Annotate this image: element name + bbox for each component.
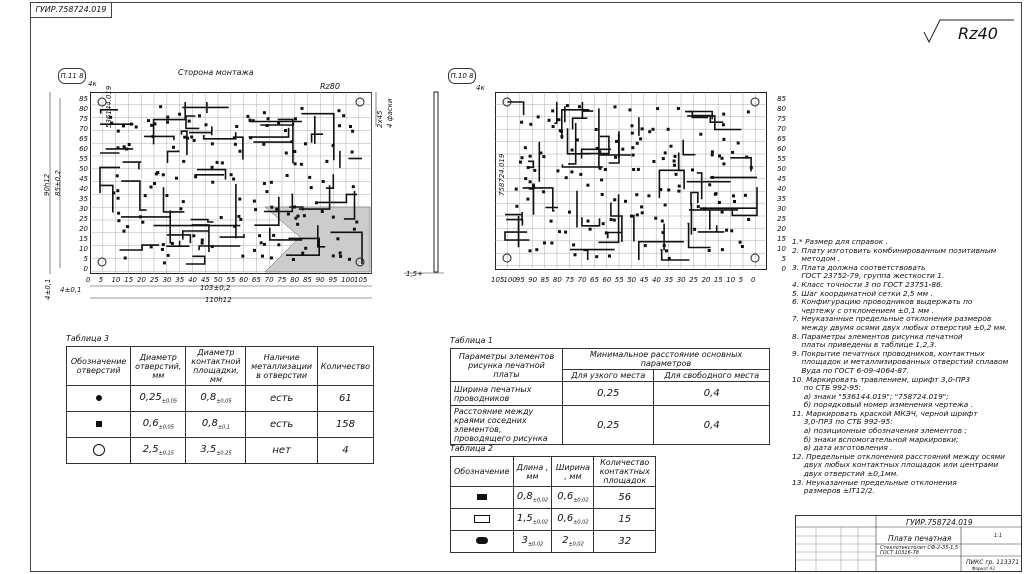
contact-pad — [711, 176, 714, 179]
contact-pad — [557, 118, 560, 121]
x-tick-label: 5 — [98, 276, 104, 284]
contact-pad — [673, 160, 676, 163]
contact-pad — [697, 205, 700, 208]
x-tick-label: 75 — [277, 276, 287, 284]
y-tick-label: 20 — [777, 225, 786, 233]
left-dimension-lines — [44, 86, 384, 308]
x-tick-label: 0 — [86, 276, 91, 284]
contact-pad — [537, 115, 540, 118]
dim-left-vertical: 4±0,1 — [44, 278, 52, 300]
contact-pad — [708, 249, 711, 252]
contact-pad — [718, 155, 721, 158]
table3: Обозначение отверстий Диаметр отверстий, мм Диаметр контактной площадки, мм Наличие металлизации в отверстии Количество $0,25_{\pm 0,05}$ $0,8_{\pm 0,05}$ есть 61 $0,6_{\pm 0,05}$ $0,8_{\pm 0,1}$ есть 158 $2,5_{\pm 0,15}$ $3,5_{\pm 0,25}$ нет 4 — [66, 346, 374, 464]
contact-pad — [570, 170, 573, 173]
contact-pad — [662, 157, 665, 160]
note-line: методом . — [792, 254, 841, 264]
contact-pad — [668, 257, 671, 260]
hole-symbol-mount — [67, 438, 131, 464]
dim-right-2: 4 фаски — [386, 98, 394, 128]
x-tick-label: 25 — [149, 276, 159, 284]
contact-pad — [647, 194, 650, 197]
x-tick-label: 80 — [290, 276, 300, 284]
contact-pad — [636, 213, 639, 216]
y-tick-label: 10 — [79, 245, 88, 253]
pad-symbol-rect — [451, 509, 514, 531]
contact-pad — [515, 205, 518, 208]
hole-symbol-filled — [67, 386, 131, 412]
x-tick-label: 40 — [188, 276, 198, 284]
hole-symbol-via — [67, 412, 131, 438]
contact-pad — [677, 190, 680, 193]
x-tick-label: 75 — [565, 276, 575, 284]
contact-pad — [665, 249, 668, 252]
contact-pad — [543, 241, 546, 244]
y-tick-label: 20 — [79, 225, 88, 233]
technical-notes — [792, 238, 1017, 496]
contact-pad — [632, 168, 635, 171]
contact-pad — [613, 198, 616, 201]
contact-pad — [564, 231, 567, 234]
note-line: платы приведены в таблице 1,2,3. — [792, 340, 937, 350]
right-callout: П.10 8 — [448, 68, 476, 84]
contact-pad — [576, 138, 579, 141]
note-line: двух любых контактных площадок или центрами — [792, 460, 999, 470]
y-tick-label: 45 — [777, 175, 786, 183]
contact-pad — [737, 142, 740, 145]
note-line: 13. Неуказанные предельные отклонения — [792, 477, 957, 487]
contact-pad — [571, 149, 574, 152]
contact-pad — [693, 228, 696, 231]
contact-pad — [579, 173, 582, 176]
contact-pad — [667, 128, 670, 131]
contact-pad — [721, 211, 724, 214]
dim-right-1: 2х45 — [376, 110, 384, 128]
contact-pad — [678, 185, 681, 188]
x-tick-label: 10 — [726, 276, 736, 284]
contact-pad — [615, 140, 618, 143]
dim-left: 4±0,1 — [60, 286, 82, 294]
contact-pad — [515, 188, 518, 191]
title-block-material: Стеклотекстолит СФ-2-35-1,5 ГОСТ 10316-78 — [880, 545, 959, 556]
y-tick-label: 25 — [79, 215, 88, 223]
y-tick-label: 15 — [79, 235, 88, 243]
contact-pad — [718, 201, 721, 204]
y-tick-label: 25 — [777, 215, 786, 223]
note-line: б) порядковый номер изменения чертежа . — [792, 400, 973, 410]
note-line: 5. Шаг координатной сетки 2,5 мм . — [792, 288, 933, 298]
contact-pad — [539, 152, 542, 155]
contact-pad — [529, 249, 532, 252]
contact-pad — [556, 169, 559, 172]
right-x-ticks — [491, 276, 767, 286]
note-line: 11. Маркировать краской МКЭЧ, черной шрифт — [792, 408, 978, 418]
contact-pad — [699, 133, 702, 136]
x-tick-label: 20 — [701, 276, 711, 284]
y-tick-label: 80 — [777, 105, 786, 113]
contact-pad — [595, 128, 598, 131]
table2: Обозначение Длина , мм Ширина , мм Количество контактных площадок $0,8_{\pm 0,02}$ $0,6_{\pm 0,02}$ 56 $1,5_{\pm 0,02}$ $0,6_{\pm 0,02}$ 15 $3_{\pm 0,02}$ $2_{\pm 0,02}$ 32 — [450, 456, 656, 553]
note-line: Вуда по ГОСТ 6-09-4064-87. — [792, 365, 910, 375]
contact-pad — [656, 107, 659, 110]
contact-pad — [677, 107, 680, 110]
x-tick-label: 30 — [676, 276, 686, 284]
contact-pad — [744, 194, 747, 197]
x-tick-label: 95 — [328, 276, 338, 284]
x-tick-label: 10 — [111, 276, 121, 284]
contact-pad — [663, 244, 666, 247]
note-line: 9. Покрытие печатных проводников, контактных — [792, 348, 985, 358]
dim-height-1: 90h12 — [43, 173, 51, 196]
x-tick-label: 65 — [590, 276, 599, 284]
contact-pad — [574, 253, 577, 256]
x-tick-label: 70 — [577, 276, 587, 284]
x-tick-label: 5 — [738, 276, 744, 284]
right-y-ticks — [770, 95, 786, 273]
contact-pad — [640, 205, 643, 208]
side-view — [404, 88, 444, 288]
title-block-org: ПИКС гр. 113371 — [966, 559, 1020, 566]
contact-pad — [635, 193, 638, 196]
contact-pad — [566, 104, 569, 107]
contact-pad — [667, 189, 670, 192]
contact-pad — [578, 105, 581, 108]
y-tick-label: 85 — [777, 95, 786, 103]
contact-pad — [532, 184, 535, 187]
contact-pad — [721, 248, 724, 251]
contact-pad — [551, 109, 554, 112]
y-tick-label: 30 — [777, 205, 786, 213]
x-tick-label: 95 — [515, 276, 525, 284]
contact-pad — [524, 146, 527, 149]
x-tick-label: 70 — [264, 276, 274, 284]
contact-pad — [624, 200, 627, 203]
x-tick-label: 100 — [341, 276, 355, 284]
contact-pad — [691, 168, 694, 171]
contact-pad — [610, 218, 613, 221]
contact-pad — [731, 151, 734, 154]
contact-pad — [722, 162, 725, 165]
contact-pad — [529, 123, 532, 126]
note-line: 3. Плата должна соответствовать — [792, 262, 926, 272]
table3-header: Диаметр отверстий, мм — [131, 347, 186, 386]
contact-pad — [644, 244, 647, 247]
title-block-scale: 1:1 — [994, 533, 1003, 539]
x-tick-label: 25 — [689, 276, 699, 284]
right-callout-note: 4к — [476, 84, 485, 92]
contact-pad — [527, 166, 530, 169]
note-line: 12. Предельные отклонения расстояний между осями — [792, 451, 1005, 461]
contact-pad — [614, 105, 617, 108]
note-line: по СТБ 992-95: — [792, 383, 862, 393]
x-tick-label: 100 — [503, 276, 517, 284]
right-board-code: 758724.019 — [498, 153, 506, 196]
contact-pad — [542, 190, 545, 193]
contact-pad — [659, 188, 662, 191]
y-tick-label: 60 — [79, 145, 88, 153]
x-tick-label: 55 — [226, 276, 236, 284]
title-block-code: ГУИР.758724.019 — [906, 518, 973, 527]
contact-pad — [639, 137, 642, 140]
x-tick-label: 40 — [651, 276, 661, 284]
contact-pad — [722, 138, 725, 141]
contact-pad — [614, 156, 617, 159]
table3-header: Наличие металлизации в отверстии — [246, 347, 317, 386]
contact-pad — [602, 222, 605, 225]
top-stamp: ГУИР.758724.019 — [30, 2, 112, 18]
contact-pad — [586, 184, 589, 187]
x-tick-label: 0 — [751, 276, 756, 284]
table1-title: Таблица 1 — [450, 336, 494, 345]
contact-pad — [641, 211, 644, 214]
y-tick-label: 0 — [83, 265, 88, 273]
y-tick-label: 50 — [777, 165, 786, 173]
table3-header: Диаметр контактной площадки, мм — [186, 347, 246, 386]
pad-symbol-square — [451, 487, 514, 509]
left-surface-label: Rz80 — [320, 82, 340, 91]
y-tick-label: 75 — [79, 115, 88, 123]
x-tick-label: 15 — [713, 276, 723, 284]
note-line: размеров ±IT12/2. — [792, 486, 875, 496]
contact-pad — [708, 183, 711, 186]
contact-pad — [521, 156, 524, 159]
contact-pad — [558, 230, 561, 233]
contact-pad — [524, 177, 527, 180]
y-tick-label: 70 — [777, 125, 786, 133]
note-line: 6. Конфигурацию проводников выдержать по — [792, 297, 973, 307]
contact-pad — [703, 207, 706, 210]
contact-pad — [532, 186, 535, 189]
contact-pad — [542, 155, 545, 158]
contact-pad — [733, 200, 736, 203]
contact-pad — [589, 228, 592, 231]
contact-pad — [670, 145, 673, 148]
contact-pad — [529, 180, 532, 183]
contact-pad — [654, 217, 657, 220]
dim-width-1: 103±0,2 — [200, 284, 231, 292]
contact-pad — [661, 220, 664, 223]
contact-pad — [587, 220, 590, 223]
y-tick-label: 65 — [777, 135, 786, 143]
table3-header: Количество — [317, 347, 373, 386]
contact-pad — [621, 148, 624, 151]
contact-pad — [631, 146, 634, 149]
contact-pad — [747, 218, 750, 221]
contact-pad — [750, 166, 753, 169]
x-tick-label: 90 — [528, 276, 538, 284]
contact-pad — [722, 123, 725, 126]
contact-pad — [662, 231, 665, 234]
x-tick-label: 45 — [200, 276, 210, 284]
x-tick-label: 60 — [239, 276, 249, 284]
x-tick-label: 85 — [302, 276, 312, 284]
y-tick-label: 35 — [79, 195, 88, 203]
pad-symbol-oval — [451, 531, 514, 553]
x-tick-label: 50 — [627, 276, 637, 284]
side-view-dim: 1,5+ — [406, 270, 423, 278]
table2-title: Таблица 2 — [450, 444, 494, 453]
contact-pad — [550, 242, 553, 245]
note-line: 8. Параметры элементов рисунка печатной — [792, 331, 963, 341]
contact-pad — [565, 176, 568, 179]
x-tick-label: 50 — [213, 276, 223, 284]
title-block-name: Плата печатная — [888, 534, 952, 543]
title-block — [795, 515, 1022, 572]
note-line: б) знаки вспомогательной маркировки; — [792, 434, 959, 444]
x-tick-label: 90 — [315, 276, 325, 284]
y-tick-label: 60 — [777, 145, 786, 153]
x-tick-label: 65 — [251, 276, 261, 284]
contact-pad — [552, 125, 555, 128]
left-view-label: Сторона монтажа — [178, 68, 254, 77]
y-tick-label: 75 — [777, 115, 786, 123]
contact-pad — [608, 255, 611, 258]
contact-pad — [675, 173, 678, 176]
contact-pad — [674, 155, 677, 158]
y-tick-label: 65 — [79, 135, 88, 143]
contact-pad — [641, 127, 644, 130]
x-tick-label: 35 — [664, 276, 674, 284]
note-line: в) дата изготовления . — [792, 443, 893, 453]
contact-pad — [648, 130, 651, 133]
note-line: 1.* Размер для справок . — [792, 237, 888, 246]
y-tick-label: 5 — [781, 255, 786, 263]
contact-pad — [631, 124, 634, 127]
contact-pad — [605, 231, 608, 234]
contact-pad — [529, 155, 532, 158]
contact-pad — [596, 147, 599, 150]
y-tick-label: 45 — [79, 175, 88, 183]
contact-pad — [711, 150, 714, 153]
y-tick-label: 80 — [79, 105, 88, 113]
contact-pad — [630, 215, 633, 218]
contact-pad — [722, 113, 725, 116]
contact-pad — [604, 168, 607, 171]
contact-pad — [636, 142, 639, 145]
contact-pad — [560, 130, 563, 133]
note-line: 10. Маркировать травлением, шрифт 3,0-ПР3 — [792, 374, 971, 384]
x-tick-label: 35 — [175, 276, 185, 284]
contact-pad — [601, 193, 604, 196]
contact-pad — [739, 241, 742, 244]
y-tick-label: 40 — [79, 185, 88, 193]
contact-pad — [714, 193, 717, 196]
y-tick-label: 55 — [777, 155, 786, 163]
y-tick-label: 10 — [777, 245, 786, 253]
contact-pad — [652, 160, 655, 163]
contact-pad — [526, 198, 529, 201]
y-tick-label: 30 — [79, 205, 88, 213]
table3-header: Обозначение отверстий — [67, 347, 131, 386]
y-tick-label: 40 — [777, 185, 786, 193]
contact-pad — [599, 167, 602, 170]
y-tick-label: 15 — [777, 235, 786, 243]
note-line: чертежу с отклонением ±0,1 мм . — [792, 305, 934, 315]
contact-pad — [631, 132, 634, 135]
y-tick-label: 5 — [83, 255, 88, 263]
y-tick-label: 85 — [79, 95, 88, 103]
contact-pad — [652, 128, 655, 131]
x-tick-label: 80 — [552, 276, 562, 284]
contact-pad — [673, 164, 676, 167]
contact-pad — [519, 161, 522, 164]
left-callout-note: 4к — [88, 80, 97, 88]
note-line: 4. Класс точности 3 по ГОСТ 23751-86. — [792, 279, 944, 289]
dim-height-2: 85±0,2 — [54, 170, 62, 196]
dim-width-2: 110h12 — [205, 296, 232, 304]
note-line: 3,0-ПР3 по СТБ 992-95: — [792, 417, 893, 427]
table3-title: Таблица 3 — [66, 334, 110, 343]
y-tick-label: 0 — [781, 265, 786, 273]
table1: Параметры элементов рисунка печатной платы Минимальное расстояние основных параметров Для узкого места Для свободного места Ширина печатных проводников 0,25 0,4 Расстояние между краями соседних элементов, проводящего рисунка 0,25 0,4 — [450, 348, 770, 445]
contact-pad — [741, 245, 744, 248]
left-board-code: 536144.019 — [105, 85, 113, 128]
note-line: 2. Плату изготовить комбинированным позитивным — [792, 245, 997, 255]
note-line: площадок и металлизированных отверстий сплавом — [792, 357, 1009, 367]
note-line: между двумя осями двух любых отверстий ±0,2 мм. — [792, 322, 1008, 332]
contact-pad — [568, 211, 571, 214]
contact-pad — [595, 255, 598, 258]
contact-pad — [629, 108, 632, 111]
contact-pad — [613, 219, 616, 222]
contact-pad — [725, 229, 728, 232]
x-tick-label: 30 — [162, 276, 172, 284]
contact-pad — [550, 220, 553, 223]
x-tick-label: 45 — [639, 276, 649, 284]
contact-pad — [637, 168, 640, 171]
contact-pad — [520, 121, 523, 124]
y-tick-label: 50 — [79, 165, 88, 173]
contact-pad — [548, 119, 551, 122]
x-tick-label: 105 — [491, 276, 505, 284]
note-line: а) позиционные обозначения элементов ; — [792, 426, 967, 436]
contact-pad — [745, 156, 748, 159]
note-line: двух отверстий ±0,1мм. — [792, 469, 899, 479]
contact-pad — [664, 151, 667, 154]
contact-pad — [730, 229, 733, 232]
x-tick-label: 55 — [614, 276, 624, 284]
right-board — [495, 92, 767, 270]
x-tick-label: 105 — [354, 276, 368, 284]
sheet-format: Формат А3 — [972, 566, 995, 571]
y-tick-label: 55 — [79, 155, 88, 163]
y-tick-label: 70 — [79, 125, 88, 133]
contact-pad — [535, 248, 538, 251]
x-tick-label: 15 — [124, 276, 134, 284]
x-tick-label: 20 — [137, 276, 146, 284]
x-tick-label: 60 — [602, 276, 612, 284]
contact-pad — [533, 169, 536, 172]
note-line: а) знаки "536144.019"; "758724.019"; — [792, 391, 949, 401]
contact-pad — [747, 110, 750, 113]
contact-pad — [600, 178, 603, 181]
x-tick-label: 85 — [540, 276, 550, 284]
roughness-label: Rz40 — [958, 24, 998, 43]
note-line: ГОСТ 23752-79, группа жесткости 1. — [792, 271, 945, 281]
note-line: 7. Неуказанные предельные отклонения размеров — [792, 314, 992, 324]
y-tick-label: 35 — [777, 195, 786, 203]
contact-pad — [711, 153, 714, 156]
contact-pad — [664, 204, 667, 207]
contact-pad — [632, 154, 635, 157]
contact-pad — [732, 194, 735, 197]
contact-pad — [572, 243, 575, 246]
contact-pad — [560, 135, 563, 138]
left-callout: П.11 8 — [58, 68, 86, 84]
